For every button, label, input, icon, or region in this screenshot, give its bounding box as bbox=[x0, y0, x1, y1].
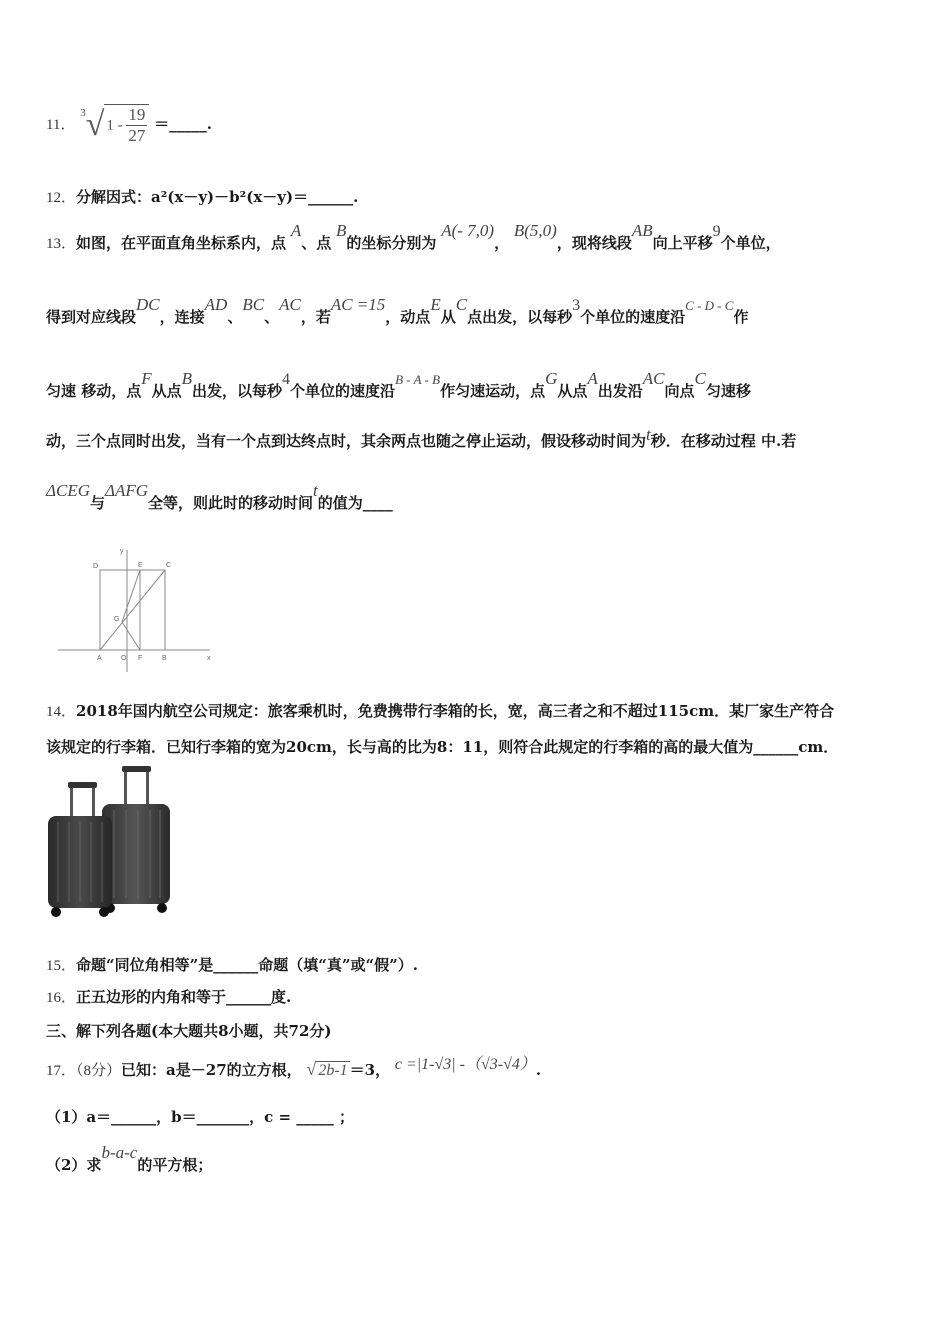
score: （8分） bbox=[76, 1063, 122, 1079]
math-three: 3 bbox=[572, 297, 581, 314]
section-title: 三、解下列各题(本大题共8小题，共72分) bbox=[46, 1022, 332, 1040]
question-17 bbox=[46, 1058, 541, 1082]
text: 从 bbox=[440, 308, 456, 326]
text: 从点 bbox=[557, 382, 588, 400]
text: 与 bbox=[89, 494, 105, 512]
text: 向上平移 bbox=[652, 234, 713, 252]
question-text: 分解因式：a²(x－y)－b²(x－y)＝______. bbox=[76, 188, 359, 206]
math-b-a-c: b-a-c bbox=[101, 1143, 138, 1162]
math-nine: 9 bbox=[712, 223, 721, 240]
label-F: F bbox=[138, 655, 143, 662]
label-A: A bbox=[97, 655, 102, 662]
answer-blank-text: ＝_____. bbox=[154, 115, 212, 133]
question-number: 16． bbox=[46, 990, 77, 1006]
text: 的值为____ bbox=[317, 494, 393, 512]
math-B-2: B bbox=[181, 369, 193, 388]
question-text: 2018年国内航空公司规定：旅客乘机时，免费携带行李箱的长，宽，高三者之和不超过115cm．某厂家生产符合 bbox=[76, 702, 835, 720]
section-heading bbox=[46, 1020, 332, 1042]
question-11 bbox=[46, 104, 212, 146]
text: ，连接 bbox=[159, 308, 205, 326]
sqrt-expression: √ 2b-1 bbox=[306, 1059, 348, 1079]
segment-GF bbox=[122, 622, 140, 650]
math-A-2: A bbox=[587, 369, 598, 388]
question-14-line-2 bbox=[46, 736, 838, 758]
math-AD: AD bbox=[204, 295, 228, 314]
coordinate-figure bbox=[50, 540, 220, 680]
text: 个单位的速度沿 bbox=[290, 382, 396, 400]
math-E: E bbox=[430, 295, 441, 314]
text: 动，三个点同时出发，当有一个点到达终点时，其余两点也随之停止运动，假设移动时间为 bbox=[46, 432, 647, 450]
question-13-line-2 bbox=[46, 295, 749, 329]
text: ，动点 bbox=[385, 308, 431, 326]
question-number: 15． bbox=[46, 958, 77, 974]
radicand bbox=[104, 104, 149, 146]
text: 出发，以每秒 bbox=[192, 382, 283, 400]
question-number: 13． bbox=[46, 236, 77, 252]
question-13-line-4 bbox=[46, 425, 797, 452]
question-13-line-1 bbox=[46, 221, 781, 255]
text: 如图，在平面直角坐标系内，点 bbox=[76, 234, 287, 252]
c-expression: c =|1-√3| -（√3-√4） bbox=[394, 1056, 536, 1073]
text: 向点 bbox=[664, 382, 695, 400]
suitcase-image bbox=[44, 766, 174, 918]
text: 、点 bbox=[301, 234, 332, 252]
text: ＝3， bbox=[349, 1061, 391, 1079]
text: 作匀速运动，点 bbox=[440, 382, 546, 400]
text: 的平方根； bbox=[137, 1156, 213, 1174]
question-13-line-3 bbox=[46, 369, 751, 403]
text: （2）求 bbox=[46, 1156, 102, 1174]
root-index: 3 bbox=[80, 107, 86, 120]
math-AC-2: AC bbox=[642, 369, 665, 388]
math-B-coord: B(5,0) bbox=[513, 221, 557, 240]
one-minus: 1 - bbox=[106, 117, 123, 134]
text: 从点 bbox=[151, 382, 182, 400]
text: 、 bbox=[227, 308, 243, 326]
math-B: B bbox=[336, 221, 347, 240]
text: 点出发，以每秒 bbox=[467, 308, 573, 326]
numerator: 19 bbox=[128, 105, 146, 124]
question-12 bbox=[46, 186, 358, 209]
label-D: D bbox=[93, 563, 99, 570]
text: ，现将线段 bbox=[556, 234, 632, 252]
math-C: C bbox=[455, 295, 468, 314]
text: 得到对应线段 bbox=[46, 308, 137, 326]
text: ， bbox=[494, 234, 510, 252]
question-13-line-5 bbox=[46, 481, 393, 514]
label-O: O bbox=[121, 655, 127, 662]
denominator: 27 bbox=[128, 126, 146, 145]
question-text: 正五边形的内角和等于______度. bbox=[76, 988, 292, 1006]
text: 全等，则此时的移动时间 bbox=[148, 494, 314, 512]
question-text: 该规定的行李箱．已知行李箱的宽为20cm，长与高的比为8：11，则符合此规定的行李箱的高的最大值为______cm． bbox=[46, 738, 839, 756]
math-t-2: t bbox=[313, 481, 318, 500]
math-BAB: B - A - B bbox=[395, 372, 441, 387]
cube-root-expression: $^3$√ 1 - $\frac{19}{27}$ bbox=[80, 104, 149, 146]
radicand: 2b-1 bbox=[318, 1062, 348, 1079]
text: 个单位， bbox=[720, 234, 781, 252]
text: ，若 bbox=[300, 308, 331, 326]
question-number: 11． bbox=[46, 117, 76, 133]
math-four: 4 bbox=[282, 371, 291, 388]
math-F: F bbox=[141, 369, 152, 388]
text: . bbox=[535, 1061, 542, 1079]
fraction-19-27 bbox=[126, 105, 147, 146]
label-C: C bbox=[166, 562, 172, 569]
math-t: t bbox=[646, 425, 651, 444]
label-x: x bbox=[207, 655, 211, 662]
text: 匀速移 bbox=[705, 382, 751, 400]
segment-EG bbox=[122, 570, 140, 622]
text: 已知：a是－27的立方根， bbox=[121, 1061, 302, 1079]
label-y: y bbox=[120, 548, 124, 555]
question-number: 14． bbox=[46, 704, 77, 720]
label-G: G bbox=[114, 616, 120, 623]
math-AC: AC bbox=[279, 295, 301, 314]
question-number: 17． bbox=[46, 1063, 77, 1079]
math-triangle-AFG: ΔAFG bbox=[105, 481, 149, 500]
math-C-2: C bbox=[694, 369, 706, 388]
question-14-line-1 bbox=[46, 700, 834, 723]
text: 作 bbox=[733, 308, 749, 326]
math-AC-eq-15: AC =15 bbox=[330, 295, 386, 314]
question-text: （1）a＝______，b＝_______，c = _____ ； bbox=[46, 1108, 355, 1126]
text: 个单位的速度沿 bbox=[580, 308, 686, 326]
math-BC: BC bbox=[242, 295, 265, 314]
text: 、 bbox=[264, 308, 280, 326]
label-E: E bbox=[138, 562, 143, 569]
math-AB: AB bbox=[631, 221, 653, 240]
text: 出发沿 bbox=[597, 382, 643, 400]
text: 秒．在移动过程 中.若 bbox=[650, 432, 797, 450]
question-17-part-2 bbox=[46, 1143, 213, 1176]
math-DC: DC bbox=[136, 295, 160, 314]
question-number: 12． bbox=[46, 190, 77, 206]
math-triangle-CEG: ΔCEG bbox=[46, 481, 90, 500]
math-A: A bbox=[290, 221, 302, 240]
label-B: B bbox=[162, 655, 167, 662]
question-text: 命题“同位角相等”是______命题（填“真”或“假”）. bbox=[76, 956, 419, 974]
text: 的坐标分别为 bbox=[346, 234, 437, 252]
math-CDC: C - D - C bbox=[685, 298, 734, 313]
text: 匀速 移动，点 bbox=[46, 382, 142, 400]
math-A-coord: A(- 7,0) bbox=[441, 221, 495, 240]
question-17-part-1 bbox=[46, 1106, 354, 1128]
question-15 bbox=[46, 954, 418, 977]
question-16 bbox=[46, 986, 291, 1009]
math-G: G bbox=[545, 369, 558, 388]
